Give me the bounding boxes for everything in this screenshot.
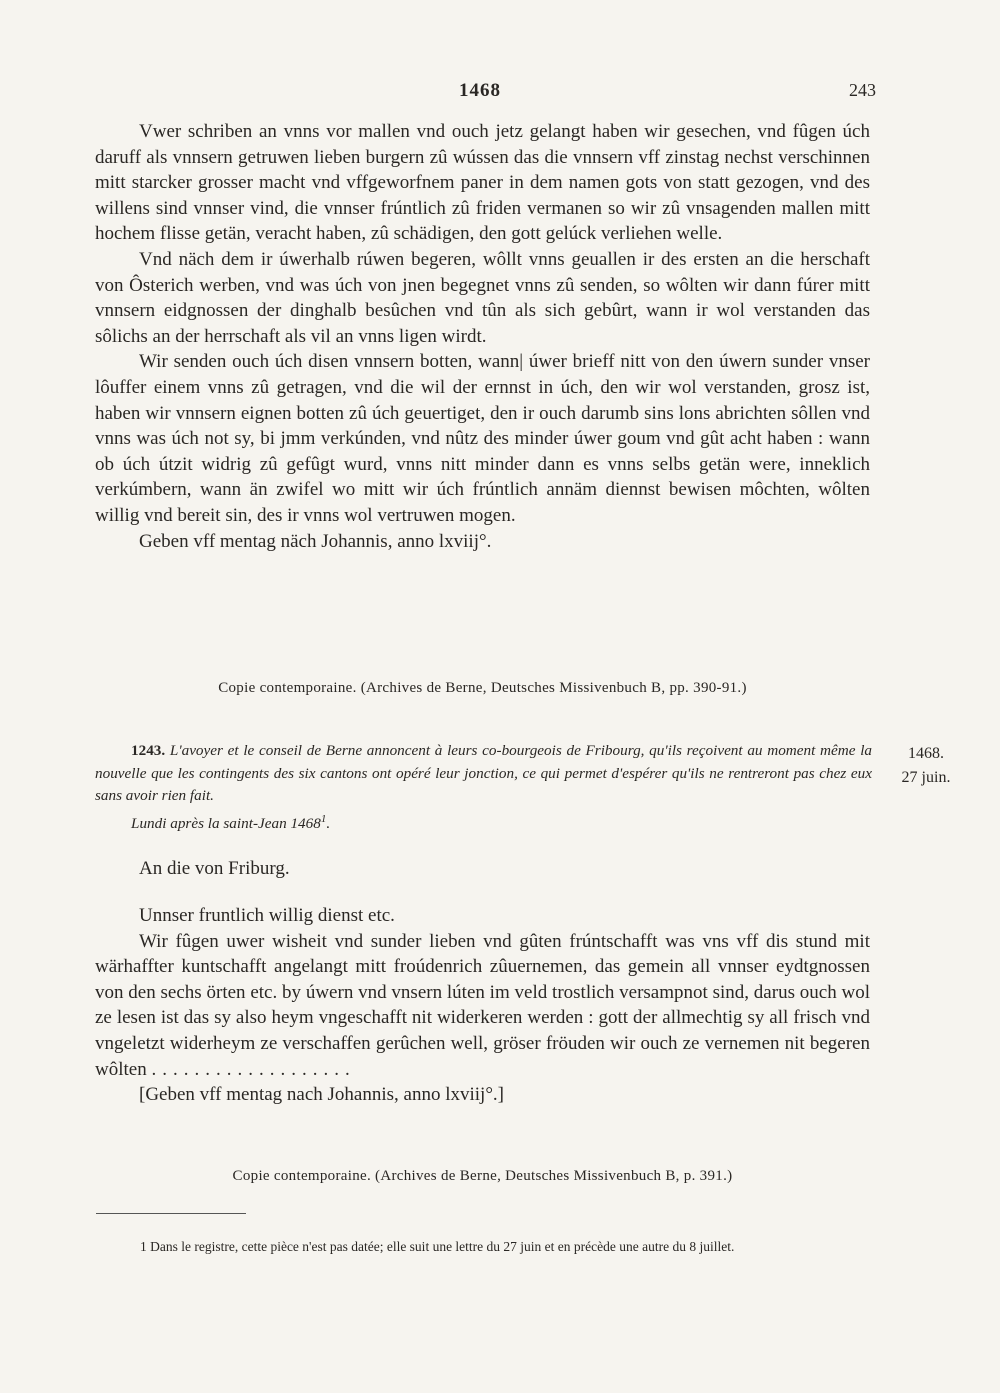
letter-paragraph: Vwer schriben an vnns vor mallen vnd ouch jetz gelangt haben wir gesechen, vnd fûgen úch daruff als vnnsern getruwen lieben burgern zû wússen das die vnnsern vff zinstag nechst verschinnen mitt starcker grosser macht vnd vffgeworfnem paner in dem namen gots von statt gezogen, vnd des willens sind vnnser vind, die vnnser frúntlich zû friden vermanen so wir zû vnsagenden mallen mitt hochem flisse getän, veracht haben, zû schädigen, den gott gelúck verliehen welle. [95,121,870,245]
footnote-divider [96,1213,246,1214]
footnote-ref: 1 [320,812,327,825]
footnote [96,1236,873,1257]
document-number: 1243. [131,742,166,759]
letter-paragraph: Vnd näch dem ir úwerhalb rúwen begeren, wôllt vnns geuallen ir des ersten an die herschaft von Ôsterich werben, vnd was úch von jnen begegnet vnns zû senden, so wôlten wir dann fúrer mitt vnnsern eidgnossen der dinghalb besûchen vnd tûn als sich gebûrt, wann ir wol verstanden das sôlichs an der herrschaft als vil an vnns ligen wirdt. [95,248,870,347]
addressee: An die von Friburg. [139,858,290,879]
document-date-line: Lundi après la saint-Jean 1468$^1$. [131,812,331,832]
margin-day: 27 juin. [901,769,951,786]
margin-date [886,742,966,790]
footnote-text: Dans le registre, cette pièce n'est pas datée; elle suit une lettre du 27 juin et en précède une autre du 8 juillet. [150,1239,735,1254]
greeting: Unnser fruntlich willig dienst etc. [139,905,395,926]
letter-text [95,119,870,554]
letter-paragraph [95,929,870,1083]
document-summary [95,740,872,808]
document-date: Lundi après la saint-Jean 1468 [131,814,321,832]
source-note: Copie contemporaine. (Archives de Berne, Deutsches Missivenbuch B, p. 391.) [232,1168,733,1184]
letter-closing: [Geben vff mentag nach Johannis, anno lxviij°.] [139,1084,504,1106]
footnote-number: 1 [140,1239,147,1254]
page-number: 243 [849,80,876,100]
margin-year: 1468. [908,745,944,762]
running-head-year: 1468 [459,80,501,101]
ellipsis: ................... [151,1058,356,1080]
letter-paragraph: Wir senden ouch úch disen vnnsern botten, wann| úwer brieff nitt von den úwern sunder vnser lôuffer einem vnns zû getragen, vnd die wil der ernnst in úch, den wir wol verstanden, grosz ist, haben wir vnnsern eignen botten zû úch geuertiget, den ir ouch darumb sins lons abrichten sôllen vnd vnns was úch not sy, bi jmm verkúnden, vnd nûtz des minder úwer goum vnd gût acht haben : wann ob úch útzit widrig zû gefûgt wurd, vnns nitt minder dann es vnns selbs getän were, inneklich verkúmbern, wann än zwifel wo mitt wir úch frúntlich annäm diennst bewisen môchten, wôlten willig vnd bereit sin, des ir vnns wol vertruwen mogen. [95,351,870,526]
document-heading [95,740,872,835]
source-note: Copie contemporaine. (Archives de Berne, Deutsches Missivenbuch B, pp. 390-91.) [218,680,747,696]
document-summary-text: L'avoyer et le conseil de Berne annoncent à leurs co-bourgeois de Fribourg, qu'ils reçoivent au moment même la nouvelle que les contingents des six cantons ont opéré leur jonction, ce qui permet d'espérer qu'ils ne rentreront pas chez eux sans avoir rien fait. [95,742,873,804]
letter-body: Wir fûgen uwer wisheit vnd sunder lieben vnd gûten frúntschafft was vns vff dis stund mit wärhaffter kuntschafft angelangt mitt froúdenrich zûuernemen, das gemein all vnnser eydtgnossen von den sechs örten etc. by úwern vnd vnsern lúten im veld trostlich versampnot sind, darus ouch wol ze lesen ist das sy also heym vngeschafft nit widerkeren werden : gott der allmechtig sy all frisch vnd vngeletzt widerheym ze verschaffen gerûchen well, gröser fröuden wir ouch ze vernemen nit begeren wôlten [95,930,870,1080]
letter-text-2 [95,903,870,1108]
letter-date-paragraph: Geben vff mentag näch Johannis, anno lxviij°. [139,530,492,552]
